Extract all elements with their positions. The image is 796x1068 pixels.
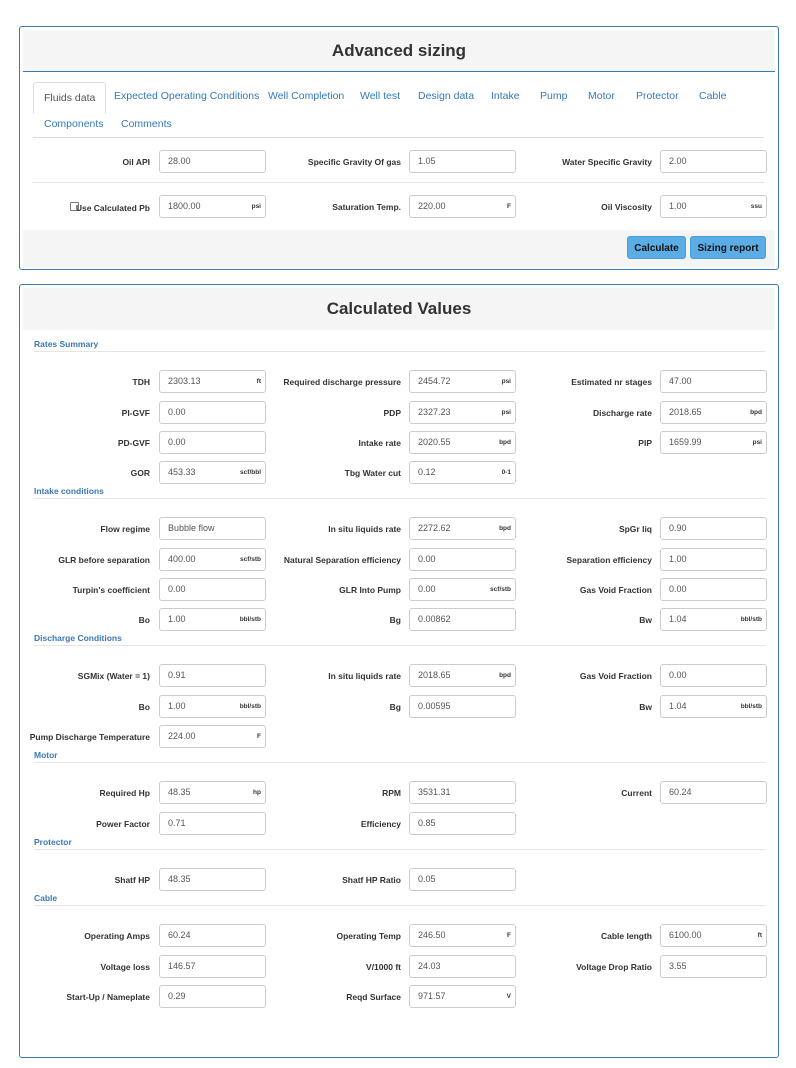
specific-gravity-gas-label: Specific Gravity Of gas [307, 157, 401, 167]
tab-design-data[interactable]: Design data [418, 90, 475, 102]
current-value: 60.24 [669, 787, 692, 797]
tab-motor[interactable]: Motor [588, 90, 615, 102]
section-divider [34, 905, 765, 906]
power-factor-input[interactable] [159, 812, 266, 835]
tbg-water-cut-input[interactable] [409, 461, 516, 484]
bo-unit: bbl/stb [239, 703, 261, 710]
efficiency-input[interactable] [409, 812, 516, 835]
ssu-unit: ssu [750, 203, 762, 210]
gas-void-fraction-label: Gas Void Fraction [579, 585, 652, 595]
bg-label: Bg [389, 702, 401, 712]
tab-pump[interactable]: Pump [540, 90, 568, 102]
start-up-nameplate-input[interactable] [159, 985, 266, 1008]
bw-label: Bw [639, 615, 652, 625]
gas-void-fraction-value: 0.00 [669, 670, 687, 680]
sgmix-water-1-input[interactable] [159, 664, 266, 687]
pd-gvf-label: PD-GVF [117, 438, 150, 448]
oil-api-input[interactable]: 28.00 [159, 150, 266, 173]
section-divider [34, 762, 765, 763]
in-situ-liquids-rate-value: 2272.62 [418, 523, 451, 533]
required-hp-value: 48.35 [168, 787, 191, 797]
glr-before-separation-unit: scf/stb [240, 556, 261, 563]
saturation-temp-label: Saturation Temp. [332, 202, 401, 212]
in-situ-liquids-rate-value: 2018.65 [418, 670, 451, 680]
bw-unit: bbl/stb [740, 616, 762, 623]
advanced-sizing-panel [19, 26, 779, 270]
required-discharge-pressure-value: 2454.72 [418, 376, 451, 386]
pi-gvf-input[interactable] [159, 401, 266, 424]
rpm-input[interactable] [409, 781, 516, 804]
tab-cable[interactable]: Cable [699, 90, 727, 102]
required-hp-label: Required Hp [99, 788, 150, 798]
flow-regime-input[interactable] [159, 517, 266, 540]
bw-input[interactable] [660, 695, 767, 718]
voltage-drop-ratio-input[interactable] [660, 955, 767, 978]
glr-before-separation-value: 400.00 [168, 554, 196, 564]
required-hp-unit: hp [253, 789, 261, 796]
pd-gvf-input[interactable] [159, 431, 266, 454]
section-divider [34, 849, 765, 850]
saturation-temp-input[interactable]: 220.00 F [409, 195, 516, 218]
water-specific-gravity-label: Water Specific Gravity [562, 157, 652, 167]
pump-discharge-temperature-unit: F [257, 733, 261, 740]
rpm-value: 3531.31 [418, 787, 451, 797]
efficiency-label: Efficiency [360, 819, 401, 829]
v-1000-ft-label: V/1000 ft [366, 962, 401, 972]
sgmix-water-1-label: SGMix (Water = 1) [77, 671, 150, 681]
section-intake-conditions-heading: Intake conditions [34, 486, 104, 496]
pi-gvf-value: 0.00 [168, 407, 186, 417]
bo-value: 1.00 [168, 614, 186, 624]
bo-input[interactable] [159, 608, 266, 631]
shatf-hp-ratio-label: Shatf HP Ratio [342, 875, 401, 885]
v-1000-ft-value: 24.03 [418, 961, 441, 971]
bo-unit: bbl/stb [239, 616, 261, 623]
pump-discharge-temperature-input[interactable] [159, 725, 266, 748]
shatf-hp-input[interactable] [159, 868, 266, 891]
tab-fluids-data[interactable]: Fluids data [33, 82, 106, 114]
tab-components[interactable]: Components [44, 118, 104, 130]
cable-length-label: Cable length [600, 931, 652, 941]
advanced-sizing-title: Advanced sizing [23, 30, 775, 72]
calculated-values-title: Calculated Values [23, 288, 775, 330]
voltage-drop-ratio-value: 3.55 [669, 961, 687, 971]
intake-rate-value: 2020.55 [418, 437, 451, 447]
pip-input[interactable] [660, 431, 767, 454]
specific-gravity-gas-input[interactable]: 1.05 [409, 150, 516, 173]
tbg-water-cut-unit: 0-1 [501, 469, 511, 476]
separation-efficiency-value: 1.00 [669, 554, 687, 564]
operating-temp-label: Operating Temp [336, 931, 401, 941]
voltage-drop-ratio-label: Voltage Drop Ratio [576, 962, 652, 972]
gas-void-fraction-input[interactable] [660, 664, 767, 687]
section-discharge-conditions-heading: Discharge Conditions [34, 633, 122, 643]
in-situ-liquids-rate-label: In situ liquids rate [328, 671, 401, 681]
operating-temp-value: 246.50 [418, 930, 446, 940]
oil-api-label: Oil API [122, 157, 150, 167]
power-factor-value: 0.71 [168, 818, 186, 828]
tab-comments[interactable]: Comments [121, 118, 172, 130]
efficiency-value: 0.85 [418, 818, 436, 828]
pip-value: 1659.99 [669, 437, 702, 447]
bg-input[interactable] [409, 608, 516, 631]
section-motor-heading: Motor [34, 750, 58, 760]
natural-separation-efficiency-input[interactable] [409, 548, 516, 571]
discharge-rate-value: 2018.65 [669, 407, 702, 417]
gor-value: 453.33 [168, 467, 196, 477]
saturation-pressure-input[interactable]: 1800.00 psi [159, 195, 266, 218]
separation-efficiency-label: Separation efficiency [566, 555, 652, 565]
calculate-button[interactable]: Calculate [627, 236, 686, 259]
in-situ-liquids-rate-unit: bpd [499, 525, 511, 532]
rpm-label: RPM [382, 788, 401, 798]
f-unit: F [507, 203, 511, 210]
separation-efficiency-input[interactable] [660, 548, 767, 571]
section-divider [34, 351, 765, 352]
bg-value: 0.00862 [418, 614, 451, 624]
bg-label: Bg [389, 615, 401, 625]
bg-value: 0.00595 [418, 701, 451, 711]
tbg-water-cut-label: Tbg Water cut [344, 468, 401, 478]
glr-before-separation-label: GLR before separation [58, 555, 150, 565]
natural-separation-efficiency-value: 0.00 [418, 554, 436, 564]
bo-label: Bo [138, 702, 150, 712]
bw-value: 1.04 [669, 614, 687, 624]
section-rates-summary-heading: Rates Summary [34, 339, 99, 349]
psi-unit: psi [251, 203, 261, 210]
pip-unit: psi [752, 439, 762, 446]
estimated-nr-stages-label: Estimated nr stages [571, 377, 652, 387]
in-situ-liquids-rate-label: In situ liquids rate [328, 524, 401, 534]
turpin-s-coefficient-value: 0.00 [168, 584, 186, 594]
start-up-nameplate-label: Start-Up / Nameplate [66, 992, 150, 1002]
pdp-unit: psi [501, 409, 511, 416]
shatf-hp-ratio-input[interactable] [409, 868, 516, 891]
voltage-loss-input[interactable] [159, 955, 266, 978]
bo-input[interactable] [159, 695, 266, 718]
voltage-loss-label: Voltage loss [100, 962, 150, 972]
shatf-hp-label: Shatf HP [114, 875, 150, 885]
flow-regime-value: Bubble flow [168, 523, 215, 533]
reqd-surface-unit: V [506, 993, 511, 1000]
tab-well-test[interactable]: Well test [360, 90, 401, 102]
required-discharge-pressure-label: Required discharge pressure [283, 377, 401, 387]
pdp-input[interactable] [409, 401, 516, 424]
bw-input[interactable] [660, 608, 767, 631]
oil-viscosity-input[interactable]: 1.00 ssu [660, 195, 767, 218]
gas-void-fraction-value: 0.00 [669, 584, 687, 594]
gor-input[interactable] [159, 461, 266, 484]
estimated-nr-stages-value: 47.00 [669, 376, 692, 386]
operating-amps-input[interactable] [159, 924, 266, 947]
reqd-surface-label: Reqd Surface [346, 992, 401, 1002]
section-cable-heading: Cable [34, 893, 58, 903]
oil-viscosity-label: Oil Viscosity [601, 202, 652, 212]
fields-divider [33, 182, 764, 183]
turpin-s-coefficient-label: Turpin's coefficient [72, 585, 150, 595]
gor-label: GOR [130, 468, 150, 478]
tab-well-completion[interactable]: Well Completion [268, 90, 345, 102]
current-label: Current [621, 788, 652, 798]
tab-expected-operating-conditions[interactable]: Expected Operating Conditions [114, 90, 260, 102]
operating-amps-value: 60.24 [168, 930, 191, 940]
section-divider [34, 645, 765, 646]
turpin-s-coefficient-input[interactable] [159, 578, 266, 601]
spgr-liq-label: SpGr liq [618, 524, 652, 534]
tab-divider [33, 137, 764, 138]
pump-discharge-temperature-label: Pump Discharge Temperature [29, 732, 150, 742]
gas-void-fraction-input[interactable] [660, 578, 767, 601]
discharge-rate-input[interactable] [660, 401, 767, 424]
glr-before-separation-input[interactable] [159, 548, 266, 571]
in-situ-liquids-rate-input[interactable] [409, 517, 516, 540]
intake-rate-unit: bpd [499, 439, 511, 446]
flow-regime-label: Flow regime [100, 524, 150, 534]
pdp-value: 2327.23 [418, 407, 451, 417]
required-discharge-pressure-input[interactable] [409, 370, 516, 393]
intake-rate-input[interactable] [409, 431, 516, 454]
tdh-unit: ft [256, 378, 261, 385]
required-discharge-pressure-unit: psi [501, 378, 511, 385]
shatf-hp-value: 48.35 [168, 874, 191, 884]
tdh-label: TDH [132, 377, 150, 387]
power-factor-label: Power Factor [96, 819, 150, 829]
operating-temp-input[interactable] [409, 924, 516, 947]
discharge-rate-unit: bpd [750, 409, 762, 416]
reqd-surface-input[interactable] [409, 985, 516, 1008]
pip-label: PIP [638, 438, 652, 448]
tdh-value: 2303.13 [168, 376, 201, 386]
estimated-nr-stages-input[interactable] [660, 370, 767, 393]
bo-label: Bo [138, 615, 150, 625]
cable-length-value: 6100.00 [669, 930, 702, 940]
discharge-rate-label: Discharge rate [592, 408, 652, 418]
spgr-liq-value: 0.90 [669, 523, 687, 533]
bw-unit: bbl/stb [740, 703, 762, 710]
section-protector-heading: Protector [34, 837, 72, 847]
current-input[interactable] [660, 781, 767, 804]
tab-intake[interactable]: Intake [491, 90, 520, 102]
start-up-nameplate-value: 0.29 [168, 991, 186, 1001]
cable-length-unit: ft [757, 932, 762, 939]
gor-unit: scf/bbl [240, 469, 261, 476]
in-situ-liquids-rate-input[interactable] [409, 664, 516, 687]
use-calculated-pb-label: Use Calculated Pb [75, 203, 150, 213]
bg-input[interactable] [409, 695, 516, 718]
section-divider [34, 498, 765, 499]
glr-into-pump-input[interactable] [409, 578, 516, 601]
reqd-surface-value: 971.57 [418, 991, 446, 1001]
tab-protector[interactable]: Protector [636, 90, 679, 102]
shatf-hp-ratio-value: 0.05 [418, 874, 436, 884]
sizing-report-button[interactable]: Sizing report [690, 236, 766, 259]
water-specific-gravity-input[interactable]: 2.00 [660, 150, 767, 173]
bo-value: 1.00 [168, 701, 186, 711]
spgr-liq-input[interactable] [660, 517, 767, 540]
glr-into-pump-unit: scf/stb [490, 586, 511, 593]
bw-value: 1.04 [669, 701, 687, 711]
tdh-input[interactable] [159, 370, 266, 393]
intake-rate-label: Intake rate [358, 438, 401, 448]
sgmix-water-1-value: 0.91 [168, 670, 186, 680]
tbg-water-cut-value: 0.12 [418, 467, 436, 477]
bw-label: Bw [639, 702, 652, 712]
in-situ-liquids-rate-unit: bpd [499, 672, 511, 679]
required-hp-input[interactable] [159, 781, 266, 804]
pi-gvf-label: PI-GVF [121, 408, 150, 418]
pump-discharge-temperature-value: 224.00 [168, 731, 196, 741]
glr-into-pump-label: GLR Into Pump [339, 585, 401, 595]
natural-separation-efficiency-label: Natural Separation efficiency [283, 555, 401, 565]
operating-amps-label: Operating Amps [84, 931, 150, 941]
pdp-label: PDP [383, 408, 401, 418]
pd-gvf-value: 0.00 [168, 437, 186, 447]
calculated-values-panel [19, 284, 779, 1058]
gas-void-fraction-label: Gas Void Fraction [579, 671, 652, 681]
voltage-loss-value: 146.57 [168, 961, 196, 971]
glr-into-pump-value: 0.00 [418, 584, 436, 594]
v-1000-ft-input[interactable] [409, 955, 516, 978]
operating-temp-unit: F [507, 932, 511, 939]
cable-length-input[interactable] [660, 924, 767, 947]
